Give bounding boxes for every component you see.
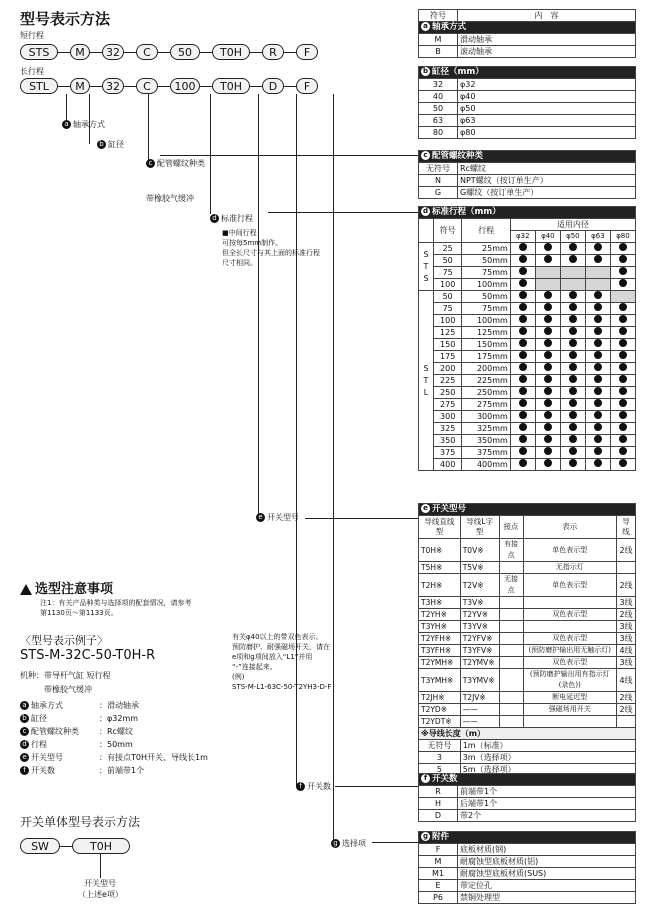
table-row: 400 400mm xyxy=(419,459,636,471)
long-code-1: M xyxy=(70,78,90,94)
caution-note: 注1：有关产品种类与选择项的配套情况，请参考 第1130页～第1133页。 xyxy=(40,599,192,617)
short-code-7: F xyxy=(296,44,318,60)
callout-c: c 配管螺纹种类 xyxy=(146,158,205,169)
table-bore: b 缸径（mm） 32 φ32 40 φ40 50 φ50 63 φ63 80 φ80 xyxy=(418,66,636,139)
short-code-0: STS xyxy=(20,44,58,60)
table-row: P6 禁铜处理型 xyxy=(419,892,636,904)
table-switch-qty: f 开关数 R 前端带1个 H 后端带1个 D 带2个 xyxy=(418,773,636,822)
long-code-5: T0H xyxy=(212,78,250,94)
table-row: 无符号 1m（标准） xyxy=(419,740,636,752)
example-item: d 行程 ：50mm xyxy=(20,739,208,752)
table-row: 350 350mm xyxy=(419,435,636,447)
callout-g: g 选择项 xyxy=(331,838,366,849)
table-row: 32 φ32 xyxy=(419,79,636,91)
table-row: 无符号 Rc螺纹 xyxy=(419,163,636,175)
short-code-4: 50 xyxy=(170,44,200,60)
example-item: e 开关型号 ：有接点T0H开关、导线长1m xyxy=(20,752,208,765)
table-row: F 底板材质(钢) xyxy=(419,844,636,856)
table-row: T2H※ T2V※ 无接点 单色表示型 2线 xyxy=(419,574,636,597)
table-row: 125 125mm xyxy=(419,327,636,339)
table-row: T2YFH※ T2YFV※ 双色表示型 3线 xyxy=(419,633,636,645)
switch-single-label1: 开关型号 xyxy=(84,879,116,888)
cushion-label: 带橡胶气缓冲 xyxy=(146,194,194,203)
long-code-0: STL xyxy=(20,78,58,94)
table-row: 200 200mm xyxy=(419,363,636,375)
short-code-6: R xyxy=(262,44,284,60)
table-row: T2YD※ —— 强磁场用开关 2线 xyxy=(419,704,636,716)
callout-d-note: ■中间行程 可按每5mm制作。 但全长尺寸与其上面的标准行程 尺寸相同。 xyxy=(222,229,320,267)
short-code-3: C xyxy=(136,44,158,60)
caution-title: 选型注意事项 xyxy=(20,578,113,597)
example-item: b 缸径 ：φ32mm xyxy=(20,713,208,726)
switch-single-label2: （上述e项） xyxy=(78,890,123,899)
table-switch: e 开关型号 导线直线型 导线L字型 接点 表示 导线 T0H※ T0V※ 有接点 单色表示型 2线 T5H※ T5V※ 无指示灯 T2H※ T2V※ 无接点 单色表示型 2线 T3H※ T3V※ 3线 T2YH※ T2YV※ 双色表示型 2线 T3YH※ T3YV※ 3线 T2YFH※ T2YFV※ 双色表示型 3线 T3YFH※ T3YFV※ (预防磨护输出用无触示灯) 4线 T2YMH※ T2YMV※ 双色表示型 3线 T3YMH※ T3YMV※ (预防磨护输出用有指示灯(录色)) 4线 T2JH※ T2JV※ 断电延迟型 2线 T2YD※ —— 强磁场用开关 2线 T2YDT※ —— ※导线长度（m） 无符号 1m（标准） 3 3m（选择项） 5 5m（选择项） xyxy=(418,503,636,776)
table-row: 150 150mm xyxy=(419,339,636,351)
callout-e-note: 有关φ40以上的带双色表示、 预防磨护、耐强磁场开关，请在 e项和g项间放入“L1”并用 “-”连接起来。 (例) STS-M-L1-63C-50-T2YH3-D-F xyxy=(232,633,332,691)
table-option: g 附件 F 底板材质(钢) M 耐腐蚀型底板材质(铝) M1 耐腐蚀型底板材质(SUS) E 带定位孔 P6 禁铜处理型 xyxy=(418,831,636,904)
table-row: T5H※ T5V※ 无指示灯 xyxy=(419,562,636,574)
long-stroke-label: 长行程 xyxy=(20,67,44,76)
short-code-2: 32 xyxy=(102,44,124,60)
page-title: 型号表示方法 xyxy=(20,10,111,28)
table-row: T3YMH※ T3YMV※ (预防磨护输出用有指示灯(录色)) 4线 xyxy=(419,669,636,692)
table-row: T2YDT※ —— xyxy=(419,716,636,728)
table-row: 325 325mm xyxy=(419,423,636,435)
table-row: T0H※ T0V※ 有接点 单色表示型 2线 xyxy=(419,539,636,562)
table-row: T3H※ T3V※ 3线 xyxy=(419,597,636,609)
table-row: 75 75mm xyxy=(419,303,636,315)
table-row: T2JH※ T2JV※ 断电延迟型 2线 xyxy=(419,692,636,704)
table-row: 50 φ50 xyxy=(419,103,636,115)
callout-d: d 标准行程 xyxy=(210,213,253,224)
table-row: B 滚动轴承 xyxy=(419,46,636,58)
table-row: 5 5m（选择项） xyxy=(419,764,636,776)
warning-icon xyxy=(20,584,32,595)
example-heading: 〈型号表示例子〉 xyxy=(20,634,108,647)
switch-code-model: T0H xyxy=(72,838,130,854)
table-row: M 耐腐蚀型底板材质(铝) xyxy=(419,856,636,868)
short-code-1: M xyxy=(70,44,90,60)
switch-single-title: 开关单体型号表示方法 xyxy=(20,815,141,829)
table-row: 100 100mm xyxy=(419,279,636,291)
table-row: H 后端带1个 xyxy=(419,798,636,810)
table-row: 275 275mm xyxy=(419,399,636,411)
table-row: T2YH※ T2YV※ 双色表示型 2线 xyxy=(419,609,636,621)
example-machine-sub: 带橡胶气缓冲 xyxy=(44,685,92,694)
table-row: T2YMH※ T2YMV※ 双色表示型 3线 xyxy=(419,657,636,669)
example-item: a 轴承方式 ：滑动轴承 xyxy=(20,700,208,713)
callout-f: f 开关数 xyxy=(296,781,331,792)
short-code-5: T0H xyxy=(212,44,250,60)
table-row: 250 250mm xyxy=(419,387,636,399)
table-row: E 带定位孔 xyxy=(419,880,636,892)
table-row: 80 φ80 xyxy=(419,127,636,139)
table-bearing: a 轴承方式 M 滑动轴承 B 滚动轴承 xyxy=(418,21,636,58)
table-row: 100 100mm xyxy=(419,315,636,327)
table-row: 225 225mm xyxy=(419,375,636,387)
long-code-3: C xyxy=(136,78,158,94)
table-row: 175 175mm xyxy=(419,351,636,363)
table-row: M1 耐腐蚀型底板材质(SUS) xyxy=(419,868,636,880)
table-row: S T L 50 50mm xyxy=(419,291,636,303)
table-row: 375 375mm xyxy=(419,447,636,459)
table-row: 300 300mm xyxy=(419,411,636,423)
callout-b: b 缸径 xyxy=(97,139,124,150)
table-header: 符号 内 容 xyxy=(418,9,636,22)
callout-e: e 开关型号 xyxy=(256,512,299,523)
table-stroke: d 标准行程（mm） 符号 行程 适用内径 φ32 φ40 φ50 φ63 φ80 S T S 25 25mm 50 50mm 75 75mm 100 100mm S T L 50 50mm 75 75mm 100 100mm 125 125mm 150 150mm 175 175mm 200 200mm 225 225mm 250 250mm 275 275mm 300 300mm 325 325mm 350 350mm 375 375mm 400 400mm xyxy=(418,206,636,471)
table-row: T3YH※ T3YV※ 3线 xyxy=(419,621,636,633)
callout-a: a 轴承方式 xyxy=(62,119,105,130)
short-stroke-label: 短行程 xyxy=(20,31,44,40)
example-machine: 机种：带导杆气缸 短行程 xyxy=(20,671,111,680)
long-code-7: F xyxy=(296,78,318,94)
long-code-4: 100 xyxy=(170,78,200,94)
example-item: f 开关数 ：前端带1个 xyxy=(20,765,208,778)
table-row: S T S 25 25mm xyxy=(419,243,636,255)
switch-code-sw: SW xyxy=(20,838,60,854)
table-thread: c 配管螺纹种类 无符号 Rc螺纹 N NPT螺纹（按订单生产） G G螺纹（按订单生产） xyxy=(418,150,636,199)
example-item: c 配管螺纹种类 ：Rc螺纹 xyxy=(20,726,208,739)
table-row: G G螺纹（按订单生产） xyxy=(419,187,636,199)
table-row: R 前端带1个 xyxy=(419,786,636,798)
table-row: 3 3m（选择项） xyxy=(419,752,636,764)
example-code: STS-M-32C-50-T0H-R xyxy=(20,648,156,663)
long-code-6: D xyxy=(262,78,284,94)
table-row: N NPT螺纹（按订单生产） xyxy=(419,175,636,187)
table-row: M 滑动轴承 xyxy=(419,34,636,46)
table-row: 40 φ40 xyxy=(419,91,636,103)
table-row: 50 50mm xyxy=(419,255,636,267)
table-row: 63 φ63 xyxy=(419,115,636,127)
table-row: T3YFH※ T3YFV※ (预防磨护输出用无触示灯) 4线 xyxy=(419,645,636,657)
table-row: D 带2个 xyxy=(419,810,636,822)
table-row: 75 75mm xyxy=(419,267,636,279)
long-code-2: 32 xyxy=(102,78,124,94)
